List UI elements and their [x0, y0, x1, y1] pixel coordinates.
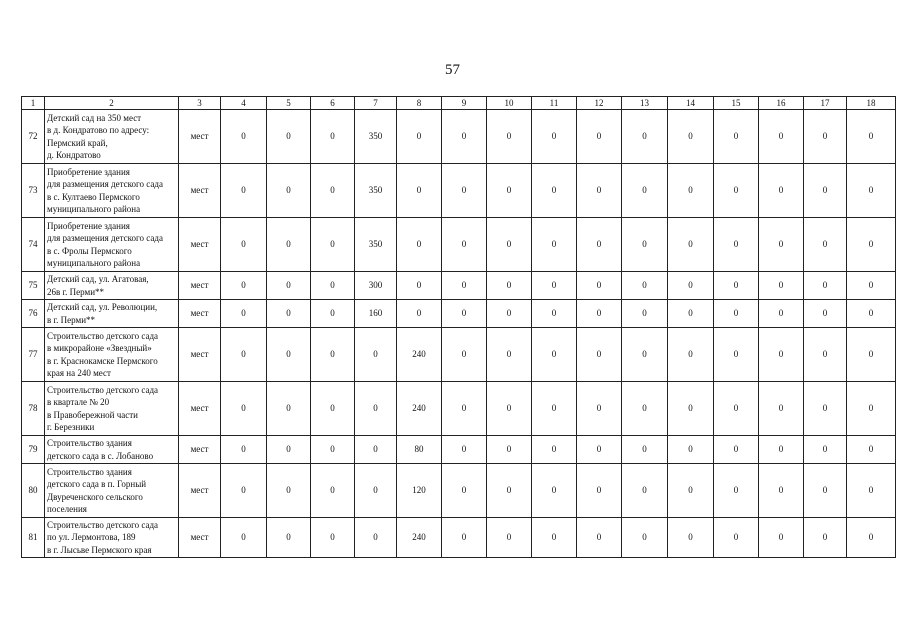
value-cell: 0	[221, 110, 267, 164]
value-cell: 0	[267, 272, 311, 300]
value-cell: 0	[804, 300, 847, 328]
column-number: 9	[442, 97, 487, 110]
value-cell: 0	[442, 382, 487, 436]
value-cell: 240	[397, 328, 442, 382]
value-cell: 0	[668, 300, 714, 328]
header-row	[22, 97, 896, 110]
column-number: 2	[45, 97, 179, 110]
value-cell: 0	[714, 110, 759, 164]
value-cell: 0	[532, 300, 577, 328]
value-cell: 0	[668, 110, 714, 164]
value-cell: 0	[442, 436, 487, 464]
column-number: 11	[532, 97, 577, 110]
value-cell: 0	[532, 218, 577, 272]
value-cell: 120	[397, 464, 442, 518]
value-cell: 0	[714, 328, 759, 382]
value-cell: 0	[487, 382, 532, 436]
value-cell: 0	[668, 164, 714, 218]
value-cell: 0	[622, 382, 668, 436]
value-cell: 0	[532, 382, 577, 436]
value-cell: 0	[714, 272, 759, 300]
column-number: 17	[804, 97, 847, 110]
value-cell: 80	[397, 436, 442, 464]
column-number: 4	[221, 97, 267, 110]
value-cell: 160	[355, 300, 397, 328]
value-cell: 0	[714, 218, 759, 272]
unit-cell: мест	[179, 464, 221, 518]
value-cell: 0	[577, 464, 622, 518]
value-cell: 0	[397, 110, 442, 164]
value-cell: 0	[622, 436, 668, 464]
value-cell: 0	[714, 300, 759, 328]
value-cell: 0	[668, 464, 714, 518]
value-cell: 0	[622, 464, 668, 518]
value-cell: 0	[622, 218, 668, 272]
column-number: 8	[397, 97, 442, 110]
value-cell: 300	[355, 272, 397, 300]
object-name-line: Детский сад, ул. Революции,	[47, 302, 158, 313]
column-number: 5	[267, 97, 311, 110]
table-row	[22, 464, 896, 518]
row-number: 72	[22, 110, 45, 164]
value-cell: 0	[355, 328, 397, 382]
object-name-line: в г. Лысьве Пермского края	[47, 544, 152, 555]
value-cell: 240	[397, 382, 442, 436]
value-cell: 0	[442, 300, 487, 328]
value-cell: 0	[221, 382, 267, 436]
value-cell: 0	[847, 110, 896, 164]
value-cell: 0	[355, 518, 397, 558]
value-cell: 0	[311, 110, 355, 164]
value-cell: 0	[221, 328, 267, 382]
value-cell: 0	[759, 518, 804, 558]
object-name-line: Детский сад, ул. Агатовая,	[47, 274, 149, 285]
object-name-line: Приобретение здания	[47, 220, 130, 231]
value-cell: 0	[532, 110, 577, 164]
value-cell: 0	[759, 218, 804, 272]
column-number: 12	[577, 97, 622, 110]
value-cell: 0	[487, 328, 532, 382]
unit-cell: мест	[179, 110, 221, 164]
value-cell: 0	[442, 218, 487, 272]
value-cell: 0	[221, 436, 267, 464]
unit-cell: мест	[179, 518, 221, 558]
object-name	[45, 272, 179, 300]
object-name-line: в микрорайоне «Звездный»	[47, 343, 152, 354]
row-number: 73	[22, 164, 45, 218]
row-number: 76	[22, 300, 45, 328]
value-cell: 0	[577, 328, 622, 382]
value-cell: 0	[267, 328, 311, 382]
data-table	[21, 96, 896, 558]
object-name-line: Детский сад на 350 мест	[47, 112, 142, 123]
unit-cell: мест	[179, 382, 221, 436]
object-name-line: муниципального района	[47, 203, 141, 214]
value-cell: 0	[311, 164, 355, 218]
value-cell: 0	[487, 218, 532, 272]
object-name	[45, 164, 179, 218]
object-name-line: Строительство детского сада	[47, 520, 159, 531]
value-cell: 240	[397, 518, 442, 558]
value-cell: 0	[577, 436, 622, 464]
object-name-line: Строительство детского сада	[47, 330, 159, 341]
unit-cell: мест	[179, 328, 221, 382]
value-cell: 0	[532, 464, 577, 518]
value-cell: 0	[847, 328, 896, 382]
value-cell: 0	[804, 164, 847, 218]
value-cell: 0	[714, 464, 759, 518]
value-cell: 0	[622, 518, 668, 558]
object-name-line: Двуреченского сельского	[47, 491, 143, 502]
value-cell: 350	[355, 164, 397, 218]
value-cell: 0	[221, 464, 267, 518]
object-name-line: края на 240 мест	[47, 367, 111, 378]
object-name-line: Строительство детского сада	[47, 384, 159, 395]
object-name-line: в с. Култаево Пермского	[47, 191, 140, 202]
value-cell: 0	[847, 382, 896, 436]
column-number: 1	[22, 97, 45, 110]
unit-cell: мест	[179, 164, 221, 218]
value-cell: 0	[714, 382, 759, 436]
value-cell: 0	[622, 272, 668, 300]
object-name-line: Строительство здания	[47, 466, 132, 477]
value-cell: 350	[355, 218, 397, 272]
unit-cell: мест	[179, 300, 221, 328]
value-cell: 0	[759, 110, 804, 164]
table-row	[22, 110, 896, 164]
object-name	[45, 382, 179, 436]
value-cell: 0	[221, 518, 267, 558]
value-cell: 0	[311, 272, 355, 300]
value-cell: 0	[267, 110, 311, 164]
value-cell: 0	[714, 518, 759, 558]
object-name-line: в Правобережной части	[47, 409, 138, 420]
object-name	[45, 436, 179, 464]
object-name-line: д. Кондратово	[47, 149, 101, 160]
value-cell: 0	[847, 272, 896, 300]
value-cell: 0	[847, 436, 896, 464]
value-cell: 0	[668, 218, 714, 272]
column-number: 14	[668, 97, 714, 110]
value-cell: 0	[442, 464, 487, 518]
value-cell: 0	[442, 328, 487, 382]
object-name-line: детского сада в п. Горный	[47, 479, 147, 490]
value-cell: 0	[267, 436, 311, 464]
value-cell: 0	[804, 328, 847, 382]
table-row	[22, 382, 896, 436]
value-cell: 0	[577, 272, 622, 300]
value-cell: 0	[532, 436, 577, 464]
value-cell: 0	[311, 382, 355, 436]
value-cell: 0	[311, 518, 355, 558]
object-name-line: поселения	[47, 503, 87, 514]
column-number: 7	[355, 97, 397, 110]
object-name	[45, 218, 179, 272]
value-cell: 0	[267, 300, 311, 328]
value-cell: 0	[714, 164, 759, 218]
column-number: 16	[759, 97, 804, 110]
value-cell: 0	[397, 300, 442, 328]
column-number: 6	[311, 97, 355, 110]
value-cell: 0	[847, 464, 896, 518]
object-name-line: в квартале № 20	[47, 397, 110, 408]
value-cell: 0	[397, 218, 442, 272]
object-name-line: 26в г. Перми**	[47, 286, 105, 297]
table-row	[22, 328, 896, 382]
value-cell: 0	[267, 164, 311, 218]
object-name-line: Пермский край,	[47, 137, 108, 148]
table-row	[22, 272, 896, 300]
object-name-line: г. Березники	[47, 421, 95, 432]
row-number: 74	[22, 218, 45, 272]
value-cell: 0	[577, 300, 622, 328]
row-number: 77	[22, 328, 45, 382]
value-cell: 0	[714, 436, 759, 464]
value-cell: 0	[397, 272, 442, 300]
value-cell: 0	[668, 272, 714, 300]
column-number: 13	[622, 97, 668, 110]
value-cell: 0	[577, 382, 622, 436]
row-number: 78	[22, 382, 45, 436]
value-cell: 0	[311, 436, 355, 464]
value-cell: 0	[804, 218, 847, 272]
value-cell: 0	[668, 518, 714, 558]
value-cell: 0	[311, 464, 355, 518]
value-cell: 0	[622, 328, 668, 382]
value-cell: 0	[487, 464, 532, 518]
object-name-line: по ул. Лермонтова, 189	[47, 532, 136, 543]
value-cell: 0	[804, 382, 847, 436]
value-cell: 0	[532, 164, 577, 218]
value-cell: 0	[221, 218, 267, 272]
value-cell: 0	[442, 518, 487, 558]
value-cell: 0	[847, 518, 896, 558]
value-cell: 0	[759, 300, 804, 328]
value-cell: 0	[622, 110, 668, 164]
value-cell: 0	[804, 436, 847, 464]
object-name-line: для размещения детского сада	[47, 179, 163, 190]
value-cell: 0	[442, 110, 487, 164]
value-cell: 0	[668, 436, 714, 464]
value-cell: 0	[804, 518, 847, 558]
value-cell: 0	[355, 382, 397, 436]
value-cell: 0	[759, 272, 804, 300]
value-cell: 0	[759, 328, 804, 382]
value-cell: 350	[355, 110, 397, 164]
table-row	[22, 218, 896, 272]
value-cell: 0	[804, 464, 847, 518]
unit-cell: мест	[179, 272, 221, 300]
value-cell: 0	[759, 164, 804, 218]
value-cell: 0	[804, 110, 847, 164]
value-cell: 0	[847, 218, 896, 272]
object-name	[45, 464, 179, 518]
value-cell: 0	[487, 518, 532, 558]
object-name-line: детского сада в с. Лобаново	[47, 450, 154, 461]
value-cell: 0	[532, 328, 577, 382]
row-number: 81	[22, 518, 45, 558]
value-cell: 0	[442, 272, 487, 300]
value-cell: 0	[577, 518, 622, 558]
table-row	[22, 164, 896, 218]
value-cell: 0	[622, 164, 668, 218]
value-cell: 0	[267, 218, 311, 272]
object-name	[45, 110, 179, 164]
value-cell: 0	[487, 272, 532, 300]
value-cell: 0	[577, 218, 622, 272]
object-name-line: в с. Фролы Пермского	[47, 245, 132, 256]
object-name-line: в д. Кондратово по адресу:	[47, 125, 150, 136]
value-cell: 0	[487, 164, 532, 218]
page-number: 57	[445, 62, 460, 78]
value-cell: 0	[487, 110, 532, 164]
value-cell: 0	[804, 272, 847, 300]
value-cell: 0	[397, 164, 442, 218]
value-cell: 0	[267, 464, 311, 518]
value-cell: 0	[221, 272, 267, 300]
value-cell: 0	[532, 272, 577, 300]
unit-cell: мест	[179, 436, 221, 464]
row-number: 80	[22, 464, 45, 518]
value-cell: 0	[311, 218, 355, 272]
value-cell: 0	[759, 382, 804, 436]
object-name-line: для размещения детского сада	[47, 233, 163, 244]
value-cell: 0	[355, 436, 397, 464]
value-cell: 0	[668, 382, 714, 436]
value-cell: 0	[759, 436, 804, 464]
column-number: 18	[847, 97, 896, 110]
object-name-line: в г. Перми**	[47, 314, 96, 325]
table-row	[22, 436, 896, 464]
column-number: 3	[179, 97, 221, 110]
value-cell: 0	[577, 164, 622, 218]
value-cell: 0	[487, 436, 532, 464]
value-cell: 0	[668, 328, 714, 382]
value-cell: 0	[221, 300, 267, 328]
value-cell: 0	[487, 300, 532, 328]
object-name	[45, 518, 179, 558]
object-name-line: в г. Краснокамске Пермского	[47, 355, 158, 366]
value-cell: 0	[311, 300, 355, 328]
value-cell: 0	[442, 164, 487, 218]
object-name	[45, 300, 179, 328]
value-cell: 0	[267, 518, 311, 558]
value-cell: 0	[759, 464, 804, 518]
object-name-line: Строительство здания	[47, 438, 132, 449]
column-number: 15	[714, 97, 759, 110]
object-name-line: муниципального района	[47, 257, 141, 268]
value-cell: 0	[355, 464, 397, 518]
value-cell: 0	[847, 164, 896, 218]
column-number: 10	[487, 97, 532, 110]
value-cell: 0	[267, 382, 311, 436]
value-cell: 0	[532, 518, 577, 558]
object-name	[45, 328, 179, 382]
value-cell: 0	[847, 300, 896, 328]
table-row	[22, 518, 896, 558]
row-number: 75	[22, 272, 45, 300]
value-cell: 0	[221, 164, 267, 218]
value-cell: 0	[311, 328, 355, 382]
value-cell: 0	[577, 110, 622, 164]
table-row	[22, 300, 896, 328]
value-cell: 0	[622, 300, 668, 328]
row-number: 79	[22, 436, 45, 464]
object-name-line: Приобретение здания	[47, 166, 130, 177]
unit-cell: мест	[179, 218, 221, 272]
